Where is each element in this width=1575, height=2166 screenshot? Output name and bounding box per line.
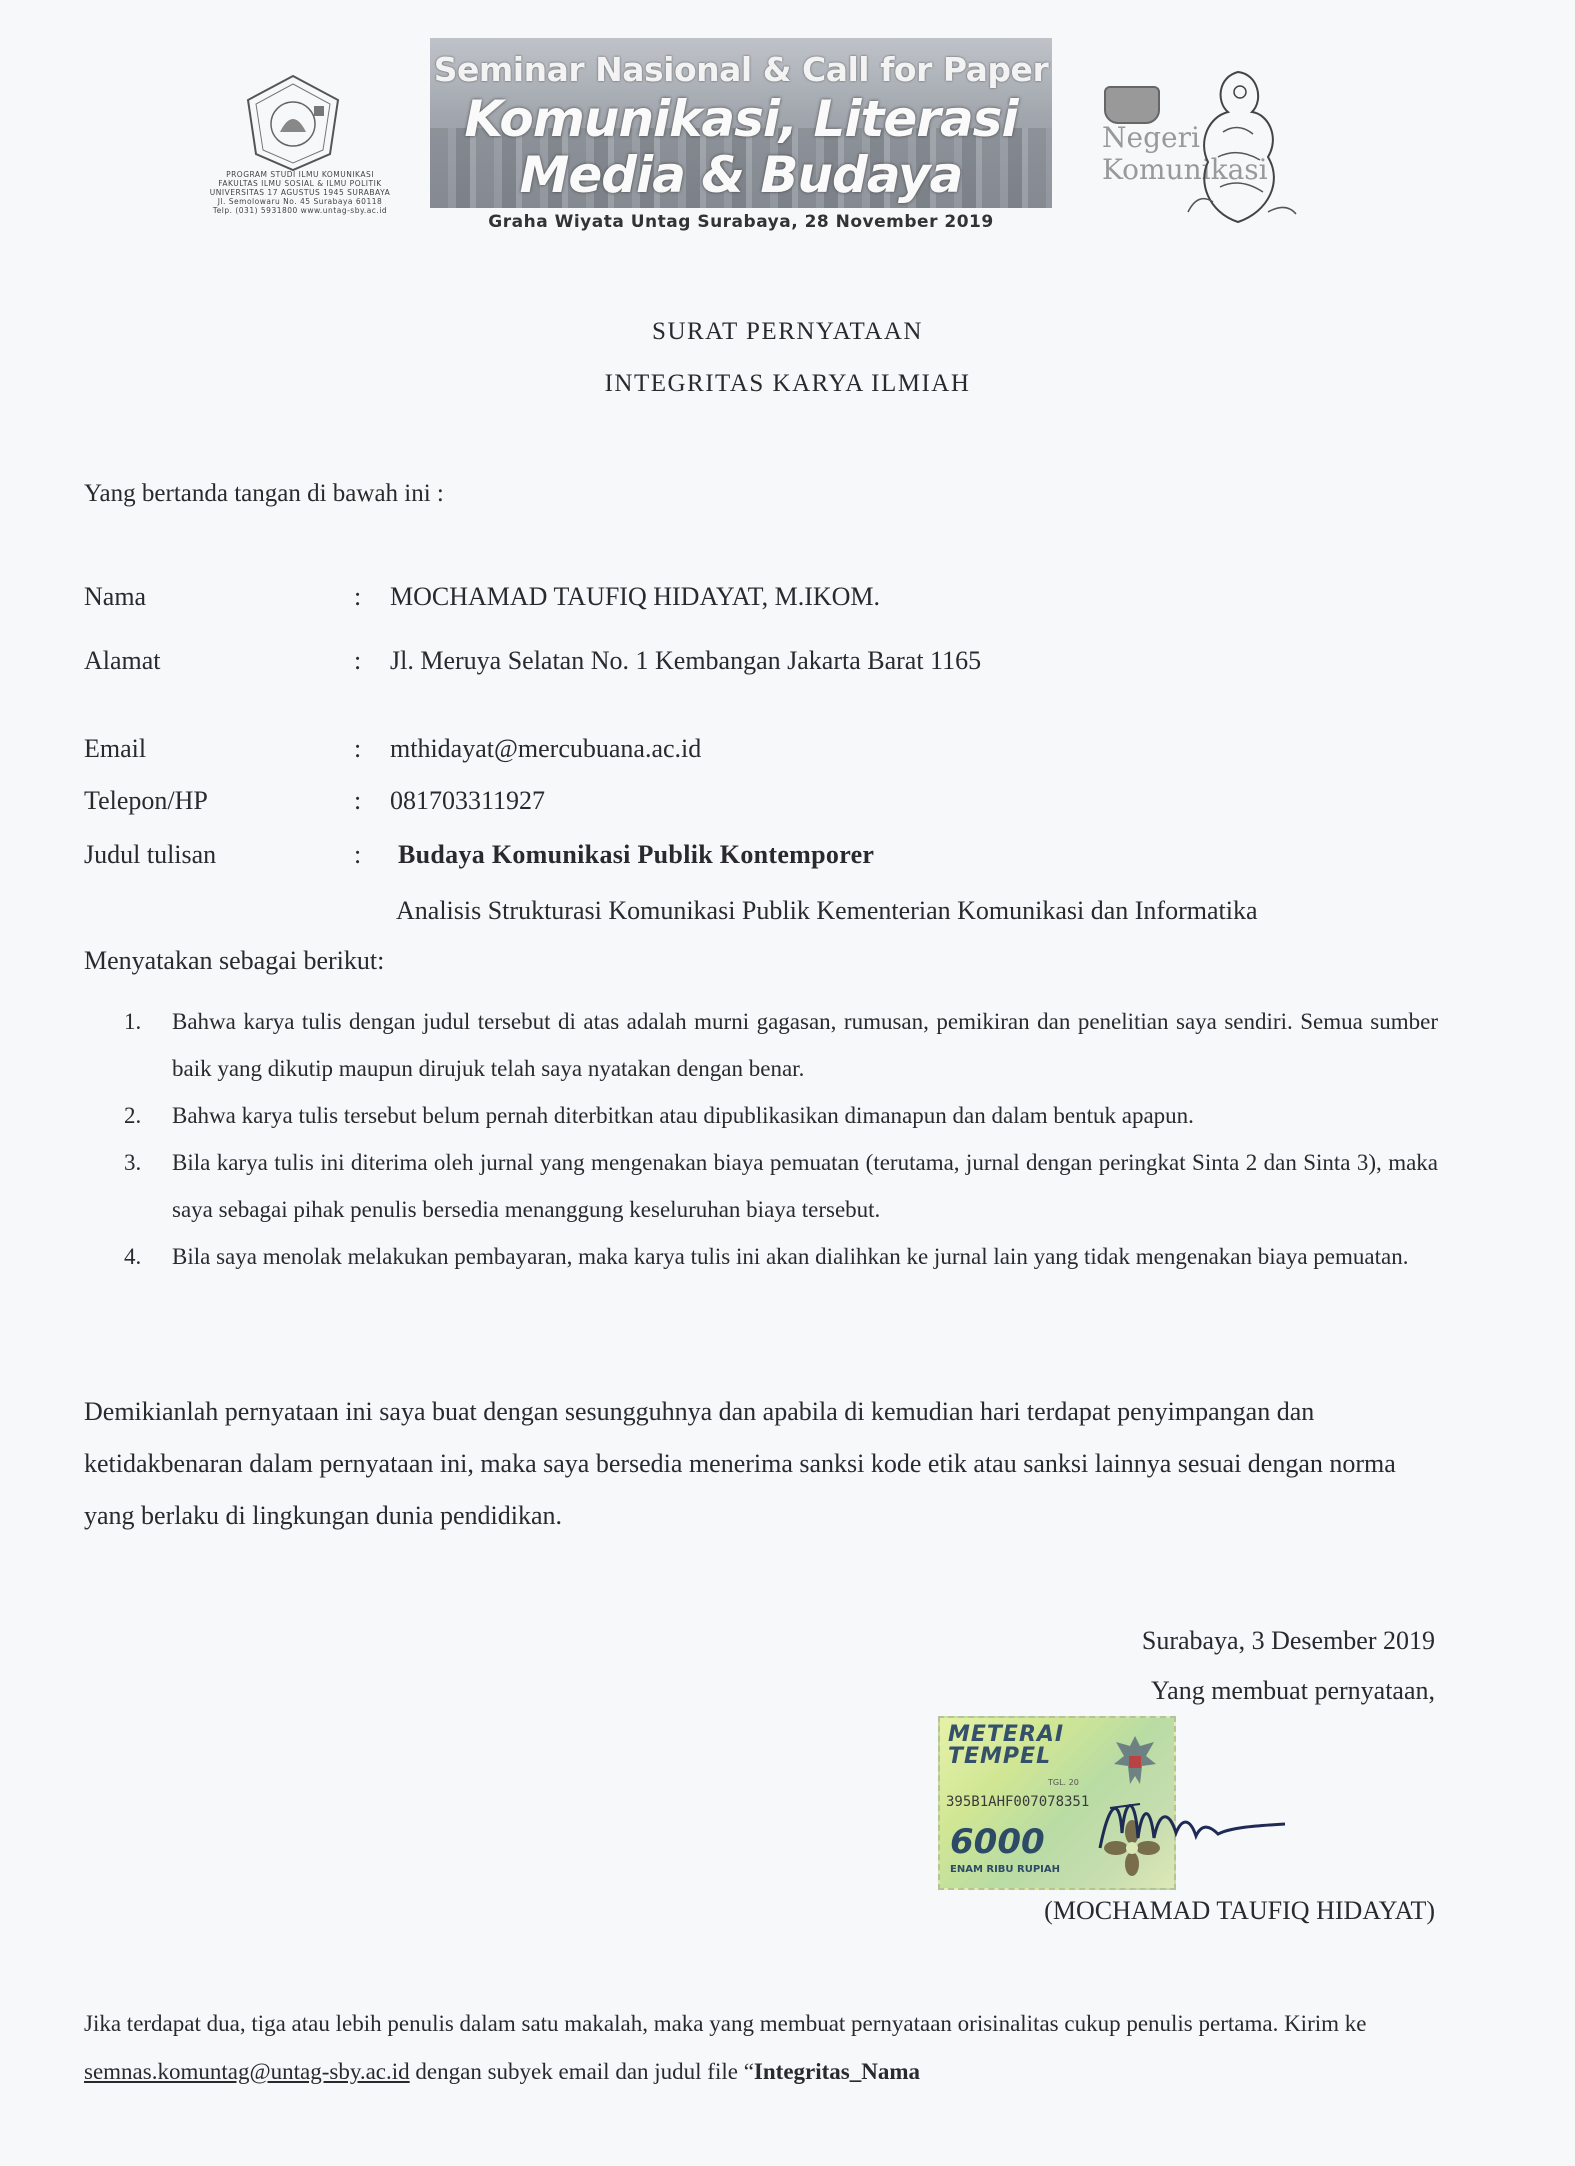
list-item [124, 1139, 1438, 1233]
list-item [124, 1233, 1438, 1280]
stamp-amount-words: ENAM RIBU RUPIAH [950, 1864, 1060, 1875]
list-number: 3. [124, 1150, 142, 1175]
footer-note: Jika terdapat dua, tiga atau lebih penulis dalam satu makalah, maka yang membuat pernyataan orisinalitas cukup penulis pertama. Kirim ke semnas.komuntag@untag-sby.ac.id dengan subyek email dan judul file “Integritas_Nama [84, 2011, 1367, 2084]
list-number: 4. [124, 1244, 142, 1269]
stamp-amount: 6000 [950, 1822, 1045, 1862]
list-number: 2. [124, 1103, 142, 1128]
banner-line-2: Komunikasi, Literasi [464, 90, 1018, 148]
document-title: SURAT PERNYATAAN [652, 318, 923, 345]
list-item [124, 1092, 1438, 1139]
signature-icon [1080, 1778, 1300, 1868]
university-logo-icon [238, 72, 348, 172]
list-text: Bila saya menolak melakukan pembayaran, maka karya tulis ini akan dialihkan ke jurnal lain yang tidak mengenakan biaya pemuatan. [172, 1244, 1409, 1269]
menyatakan-text: Menyatakan sebagai berikut: [84, 946, 385, 975]
judul-subtitle: Analisis Strukturasi Komunikasi Publik Kementerian Komunikasi dan Informatika [396, 896, 1258, 925]
field-label: Telepon/HP [84, 786, 208, 815]
closing-paragraph: Demikianlah pernyataan ini saya buat dengan sesungguhnya dan apabila di kemudian hari terdapat penyimpangan dan ketidakbenaran dalam pernyataan ini, maka saya bersedia menerima sanksi kode etik atau sanksi lainnya sesuai dengan norma yang berlaku di lingkungan dunia pendidikan. [84, 1397, 1396, 1530]
statement-list [124, 998, 1438, 1280]
field-label: Alamat [84, 646, 161, 675]
letterhead [0, 30, 1575, 230]
field-colon: : [354, 646, 362, 675]
yang-membuat: Yang membuat pernyataan, [1150, 1676, 1435, 1705]
stamp-title: METERAI TEMPEL [948, 1722, 1065, 1769]
right-logo [1102, 62, 1312, 232]
university-address: PROGRAM STUDI ILMU KOMUNIKASI FAKULTAS ILMU SOSIAL & ILMU POLITIK UNIVERSITAS 17 AGUSTUS 1945 SURABAYA Jl. Semolowaru No. 45 Surabaya 60118 Telp. (031) 5931800 www.untag-sby.ac.id [209, 170, 391, 215]
list-text: Bila karya tulis ini diterima oleh jurnal yang mengenakan biaya pemuatan (terutama, jurnal dengan peringkat Sinta 2 dan Sinta 3), maka saya sebagai pihak penulis bersedia menanggung keseluruhan biaya tersebut. [172, 1150, 1438, 1222]
field-colon: : [354, 734, 362, 763]
signer-name: (MOCHAMAD TAUFIQ HIDAYAT) [1044, 1896, 1435, 1925]
negeri-komunikasi-logo: Negeri Komunikasi [1102, 121, 1268, 186]
field-colon: : [354, 582, 362, 611]
email-link[interactable]: semnas.komuntag@untag-sby.ac.id [84, 2059, 410, 2084]
stamp-date-label: TGL. 20 [1048, 1778, 1079, 1787]
field-colon: : [354, 786, 362, 815]
field-value: 081703311927 [390, 786, 546, 815]
document-subtitle: INTEGRITAS KARYA ILMIAH [604, 370, 971, 397]
field-value: Budaya Komunikasi Publik Kontemporer [398, 840, 875, 869]
field-label: Judul tulisan [84, 840, 217, 869]
list-item [124, 998, 1438, 1092]
place-date: Surabaya, 3 Desember 2019 [1141, 1626, 1435, 1655]
field-value: MOCHAMAD TAUFIQ HIDAYAT, M.IKOM. [390, 582, 881, 611]
field-value: mthidayat@mercubuana.ac.id [390, 734, 702, 763]
list-number: 1. [124, 1009, 142, 1034]
banner-line-1: Seminar Nasional & Call for Paper [433, 50, 1049, 89]
banner-line-3: Media & Budaya [519, 146, 963, 204]
list-text: Bahwa karya tulis dengan judul tersebut di atas adalah murni gagasan, rumusan, pemikiran dan penelitian saya sendiri. Semua sumber baik yang dikutip maupun dirujuk telah saya nyatakan dengan benar. [172, 1009, 1438, 1081]
field-value: Jl. Meruya Selatan No. 1 Kembangan Jakarta Barat 1165 [390, 646, 982, 675]
intro-text: Yang bertanda tangan di bawah ini : [84, 480, 444, 507]
seminar-banner [430, 38, 1052, 208]
stamp-serial: 395B1AHF007078351 [946, 1794, 1090, 1810]
wayang-figure-icon [1168, 62, 1308, 232]
list-text: Bahwa karya tulis tersebut belum pernah diterbitkan atau dipublikasikan dimanapun dan dalam bentuk apapun. [172, 1103, 1194, 1128]
banner-subtitle: Graha Wiyata Untag Surabaya, 28 November 2019 [488, 212, 994, 232]
field-label: Email [84, 734, 147, 763]
field-label: Nama [84, 582, 147, 611]
field-colon: : [354, 840, 362, 869]
badge-icon [1104, 86, 1160, 124]
